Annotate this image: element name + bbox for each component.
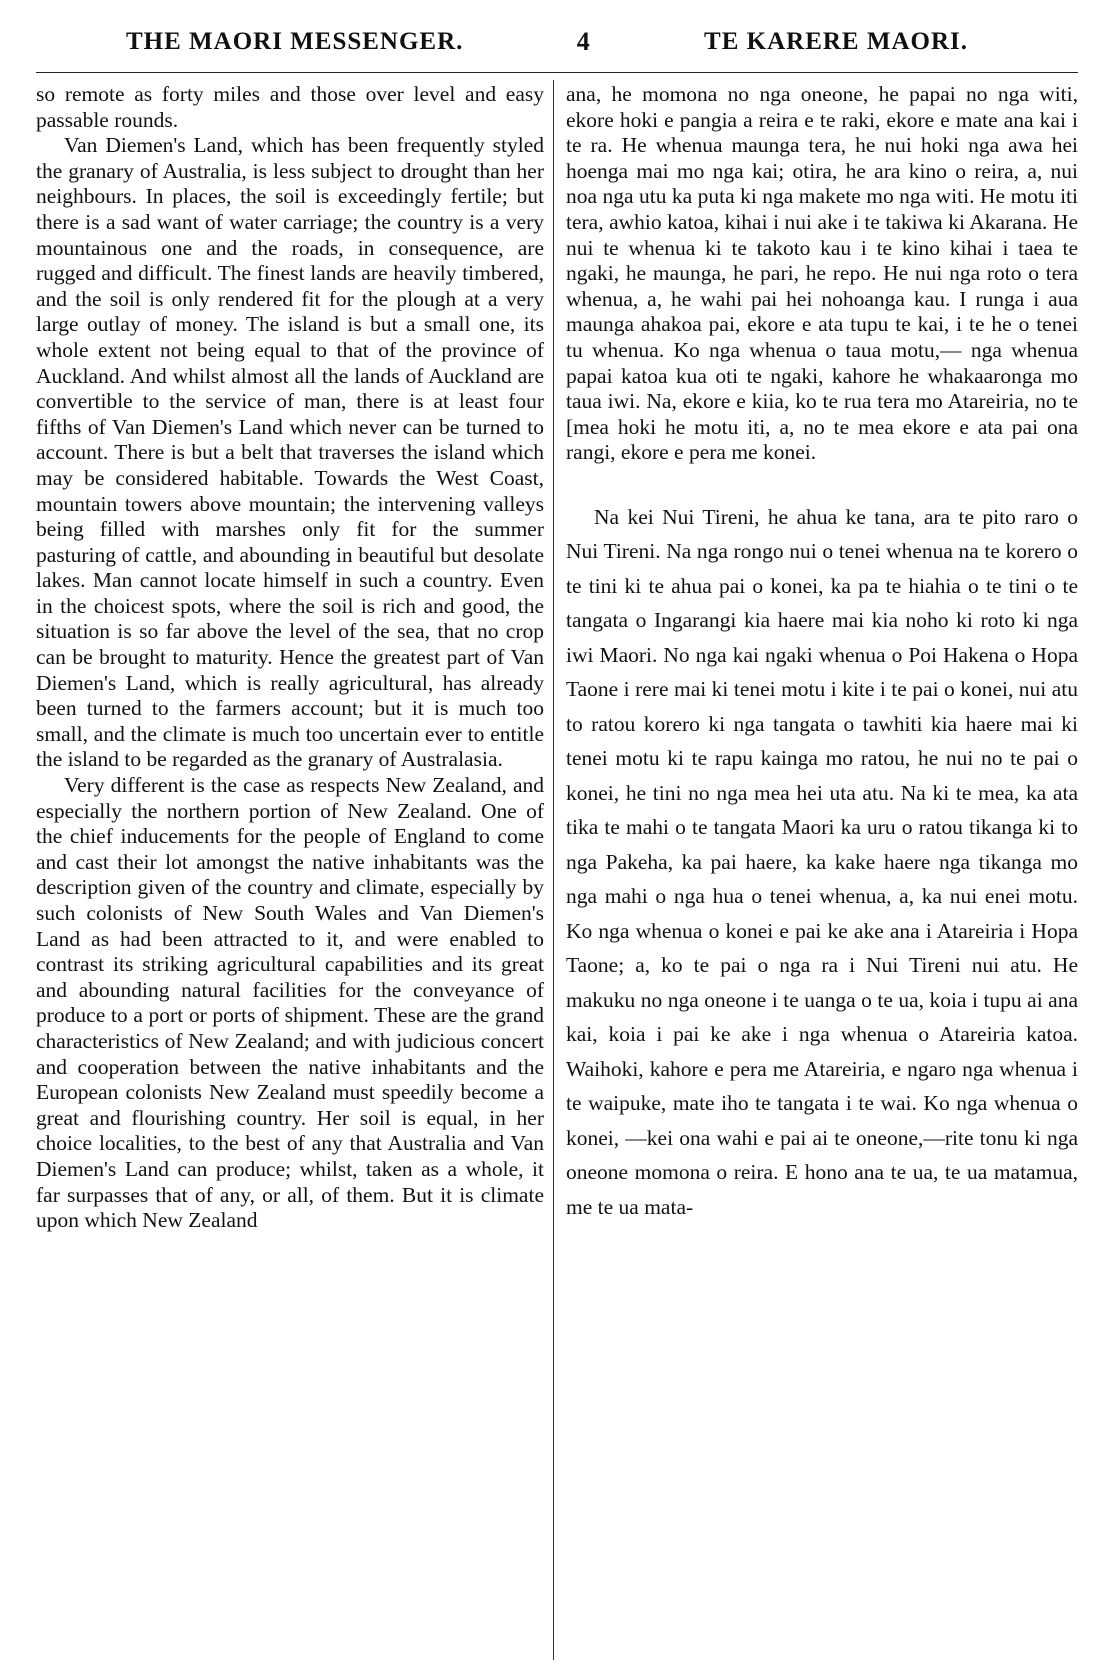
maori-paragraph-2: Na kei Nui Tireni, he ahua ke tana, ara te pito raro o Nui Tireni. Na nga rongo nui o tenei whenua na te korero o te tini ki te ahua pai o konei, ka pa te hiahia o te tini o te tangata o Ingarangi kia haere mai kia noho ki roto ki nga iwi Maori. No nga kai ngaki whenua o Poi Hakena o Hopa Taone i rere mai ki tenei motu i kite i te pai o konei, nui atu to ratou korero ki nga tangata o tawhiti kia haere mai ki tenei motu ki te rapu kainga mo ratou, he nui no te pai o konei, he tini no nga mea hei uta atu. Na ki te mea, ka ata tika te mahi o te tangata Maori ka uru o ratou tikanga ki to nga Pakeha, ka pai haere, ka kake haere nga tikanga mo nga mahi o nga hua o tenei whenua, a, ka nui enei motu. Ko nga whenua o konei e pai ke ake ana i Atareiria i Hopa Taone; a, ko te pai o nga ra i Nui Tireni nui atu. He makuku no nga oneone i te uanga o te ua, koia i tupu ai ana kai, koia i pai ke ake i nga whenua o Atareiria katoa. Waihoki, kahore e pera me Atareiria, e ngaro nga whenua i te waipuke, mate iho te tangata i te wai. Ko nga whenua o konei, —kei ona wahi e pai ai te oneone,—rite tonu ki nga oneone momona o reira. E hono ana te ua, te ua matamua, me te ua mata- — [566, 504, 1078, 1219]
english-paragraph-1: so remote as forty miles and those over level and easy passable rounds. — [36, 82, 544, 132]
english-column — [36, 82, 544, 1234]
header-rule — [36, 72, 1078, 73]
english-paragraph-2: Van Diemen's Land, which has been frequently styled the granary of Australia, is less subject to drought than her neighbours. In places, the soil is exceedingly fertile; but there is a sad want of water carriage; the country is a very mountainous one and the roads, in consequence, are rugged and difficult. The finest lands are heavily timbered, and the soil is only rendered fit for the plough at a very large outlay of money. The island is but a small one, its whole extent not being equal to that of the province of Auckland. And whilst almost all the lands of Auckland are convertible to the service of man, there is at least four fifths of Van Diemen's Land which never can be turned to account. There is but a belt that traverses the island which may be considered habitable. Towards the West Coast, mountain towers above mountain; the intervening valleys being filled with marshes only fit for the summer pasturing of cattle, and abounding in beautiful but desolate lakes. Man cannot locate himself in such a country. Even in the choicest spots, where the soil is rich and good, the situation is so far above the level of the sea, that no crop can be brought to maturity. Hence the greatest part of Van Diemen's Land, which is really agricultural, has already been turned to the farmers account; but it is much too small, and the climate is much too uncertain ever to entitle the island to be regarded as the granary of Australasia. — [36, 133, 544, 772]
masthead — [36, 20, 1078, 64]
maori-column — [566, 82, 1078, 1224]
maori-title: TE KARERE MAORI. — [704, 28, 968, 55]
maori-paragraph-1: ana, he momona no nga oneone, he papai no nga witi, ekore hoki e pangia a reira e te raki, ekore e mate ana kai i te ra. He whenua maunga tera, he nui hoki nga awa hei hoenga mai mo nga kai; otira, he ara kino o reira, a, nui noa nga utu ka puta ki nga makete mo nga witi. He motu iti tera, awhio katoa, kihai i nui ake i te takiwa ki Akarana. He nui te whenua ki te takoto kau i te kino kihai i taea te ngaki, he maunga, he pari, he repo. He nui nga roto o tera whenua, a, he wahi pai hei nohoanga kau. I runga i aua maunga ahakoa pai, ekore e ata tupu te kai, i te he o tenei tu whenua. Ko nga whenua o taua motu,— nga whenua papai katoa kua oti te ngaki, kahore he whakaaronga mo taua iwi. Na, ekore e kiia, ko te rua tera mo Atareiria, no te [mea hoki he motu iti, a, no te mea ekore e ata pai ona rangi, ekore e pera me konei. — [566, 82, 1078, 465]
english-paragraph-3: Very different is the case as respects New Zealand, and especially the northern portion of New Zealand. One of the chief inducements for the people of England to come and cast their lot amongst the native inhabitants was the description given of the country and climate, especially by such colonists of New South Wales and Van Diemen's Land as had been attracted to it, and were enabled to contrast its striking agricultural capabilities and its great and abounding natural facilities for the conveyance of produce to a port or ports of shipment. These are the grand characteristics of New Zealand; and with judicious concert and cooperation between the native inhabitants and the European colonists New Zealand must speedily become a great and flourishing country. Her soil is equal, in her choice localities, to the best of any that Australia and Van Diemen's Land can produce; whilst, taken as a whole, it far surpasses that of any, or all, of them. But it is climate upon which New Zealand — [36, 773, 544, 1233]
english-title: THE MAORI MESSENGER. — [126, 28, 464, 55]
page-number: 4 — [576, 27, 591, 56]
column-divider — [553, 80, 554, 1660]
